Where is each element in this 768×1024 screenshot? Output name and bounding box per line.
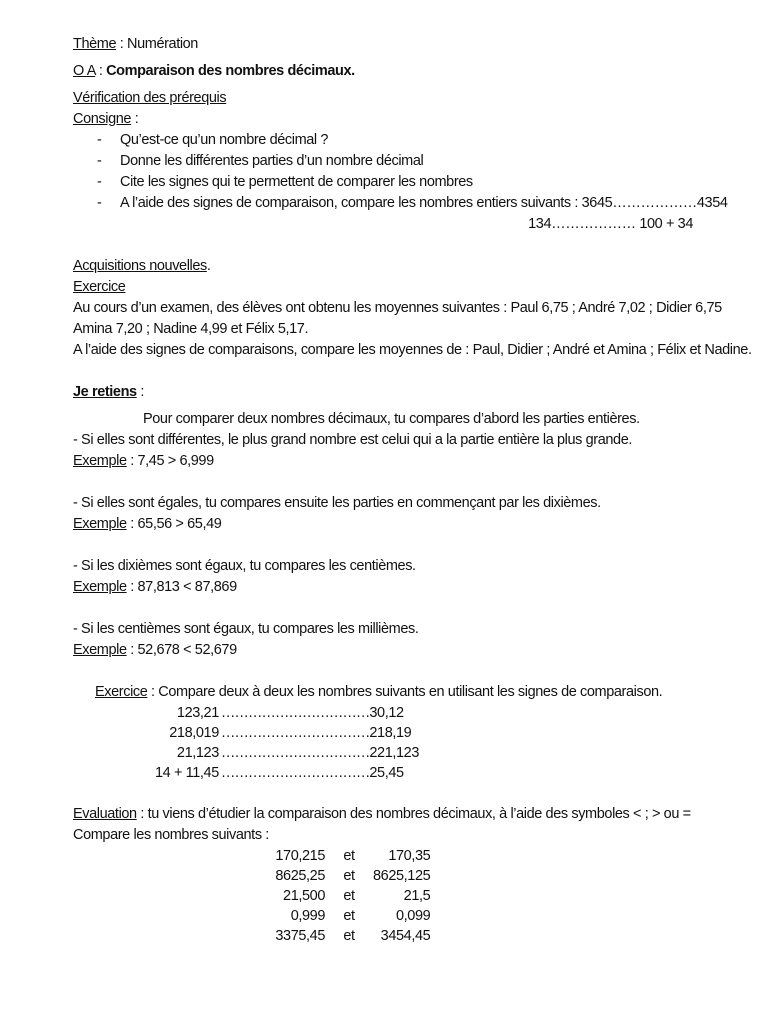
consigne-label: Consigne xyxy=(73,111,132,127)
rule-text: - Si les centièmes sont égaux, tu compares les millièmes. xyxy=(73,621,419,637)
answer-blank: …………………………… xyxy=(220,725,370,741)
theme-label: Thème xyxy=(73,36,117,52)
exercise2-line xyxy=(73,682,713,703)
number-b: 8625,125 xyxy=(373,868,431,884)
number-b: 30,12 xyxy=(369,705,404,721)
evaluation-row xyxy=(243,906,430,926)
consigne-line xyxy=(73,109,713,130)
retiens-title-end: : xyxy=(136,384,144,400)
example-label: Exemple xyxy=(73,516,127,532)
et-word: et xyxy=(343,908,355,924)
retiens-title-line xyxy=(73,382,713,403)
acq-title-end: . xyxy=(206,258,211,274)
exercise2-table xyxy=(155,703,419,783)
number-b: 218,19 xyxy=(369,725,412,741)
theme-value: : Numération xyxy=(116,36,198,52)
retiens-intro: Pour comparer deux nombres décimaux, tu compares d’abord les parties entières. xyxy=(143,411,640,427)
evaluation-table xyxy=(243,846,430,946)
retiens-title: Je retiens xyxy=(73,384,137,400)
acq-title: Acquisitions nouvelles xyxy=(73,258,207,274)
et-word: et xyxy=(343,888,355,904)
prereq-item-text: A l’aide des signes de comparaison, compare les nombres entiers suivants : 3645………………4354 xyxy=(120,195,728,211)
theme-line xyxy=(73,34,713,55)
prereq-extra-line: 134……………… 100 + 34 xyxy=(528,216,693,232)
number-b: 3454,45 xyxy=(380,928,431,944)
number-a: 21,123 xyxy=(176,745,219,761)
acq-title-line xyxy=(73,256,713,277)
rule-text: - Si elles sont égales, tu compares ensuite les parties en commençant par les dixièmes. xyxy=(73,495,601,511)
rule-text: - Si les dixièmes sont égaux, tu compares les centièmes. xyxy=(73,558,416,574)
acq-line: Au cours d’un examen, des élèves ont obtenu les moyennes suivantes : Paul 6,75 ; André 7,02 ; Didier 6,75 xyxy=(73,300,722,316)
number-a: 21,500 xyxy=(283,888,325,904)
number-a: 170,215 xyxy=(275,848,325,864)
oa-label: O A xyxy=(73,63,96,79)
evaluation-row xyxy=(243,886,430,906)
consigne-sep: : xyxy=(131,111,139,127)
evaluation-label: Evaluation xyxy=(73,806,137,822)
example-value: : 65,56 > 65,49 xyxy=(126,516,222,532)
evaluation-row xyxy=(243,846,430,866)
prereq-item: - A l’aide des signes de comparaison, compare les nombres entiers suivants : 3645………………4354 xyxy=(97,195,728,211)
number-a: 3375,45 xyxy=(275,928,325,944)
example-value: : 7,45 > 6,999 xyxy=(126,453,214,469)
prereq-item: - Cite les signes qui te permettent de comparer les nombres xyxy=(97,174,473,190)
number-b: 21,5 xyxy=(403,888,431,904)
evaluation-row xyxy=(243,866,430,886)
evaluation-line2: Compare les nombres suivants : xyxy=(73,827,269,843)
evaluation-line xyxy=(73,804,713,825)
number-a: 14 + 11,45 xyxy=(155,765,219,781)
example-value: : 87,813 < 87,869 xyxy=(126,579,237,595)
example-label: Exemple xyxy=(73,642,127,658)
number-a: 218,019 xyxy=(169,725,219,741)
acq-line: A l’aide des signes de comparaisons, compare les moyennes de : Paul, Didier ; André et Amina ; Félix et Nadine. xyxy=(73,342,752,358)
number-b: 170,35 xyxy=(388,848,431,864)
example-label: Exemple xyxy=(73,579,127,595)
exercise2-row xyxy=(155,703,419,723)
oa-title: Comparaison des nombres décimaux. xyxy=(106,63,355,79)
example-value: : 52,678 < 52,679 xyxy=(126,642,237,658)
evaluation-row xyxy=(243,926,430,946)
rule-example xyxy=(73,640,713,661)
et-word: et xyxy=(343,928,355,944)
et-word: et xyxy=(343,848,355,864)
oa-line xyxy=(73,61,713,82)
acq-exercise-label: Exercice xyxy=(73,279,126,295)
oa-sep: : xyxy=(95,63,107,79)
worksheet xyxy=(73,34,752,946)
acq-line: Amina 7,20 ; Nadine 4,99 et Félix 5,17. xyxy=(73,321,309,337)
exercise2-row xyxy=(155,763,419,783)
rule-example xyxy=(73,514,713,535)
number-a: 8625,25 xyxy=(275,868,325,884)
exercise2-instruction: : Compare deux à deux les nombres suivants en utilisant les signes de comparaison. xyxy=(147,684,663,700)
prereq-item: - Donne les différentes parties d’un nombre décimal xyxy=(97,153,424,169)
prereq-item-text: Cite les signes qui te permettent de comparer les nombres xyxy=(120,174,473,190)
number-a: 0,999 xyxy=(290,908,325,924)
number-a: 123,21 xyxy=(176,705,219,721)
rule-text: - Si elles sont différentes, le plus grand nombre est celui qui a la partie entière la plus grande. xyxy=(73,432,633,448)
exercise2-row xyxy=(155,743,419,763)
number-b: 25,45 xyxy=(369,765,404,781)
prereq-item: - Qu’est-ce qu’un nombre décimal ? xyxy=(97,132,329,148)
exercise2-row xyxy=(155,723,419,743)
number-b: 221,123 xyxy=(369,745,419,761)
prereq-item-text: Qu’est-ce qu’un nombre décimal ? xyxy=(120,132,329,148)
answer-blank: …………………………… xyxy=(220,705,370,721)
exercise2-label: Exercice xyxy=(95,684,148,700)
evaluation-text: : tu viens d’étudier la comparaison des nombres décimaux, à l’aide des symboles < ; > ou = xyxy=(136,806,691,822)
et-word: et xyxy=(343,868,355,884)
answer-blank: …………………………… xyxy=(220,765,370,781)
example-label: Exemple xyxy=(73,453,127,469)
prereq-list xyxy=(73,130,728,214)
prereq-item-text: Donne les différentes parties d’un nombre décimal xyxy=(120,153,424,169)
answer-blank: …………………………… xyxy=(220,745,370,761)
number-b: 0,099 xyxy=(395,908,431,924)
rule-example xyxy=(73,577,713,598)
rule-example xyxy=(73,451,713,472)
prereq-title: Vérification des prérequis xyxy=(73,90,227,106)
